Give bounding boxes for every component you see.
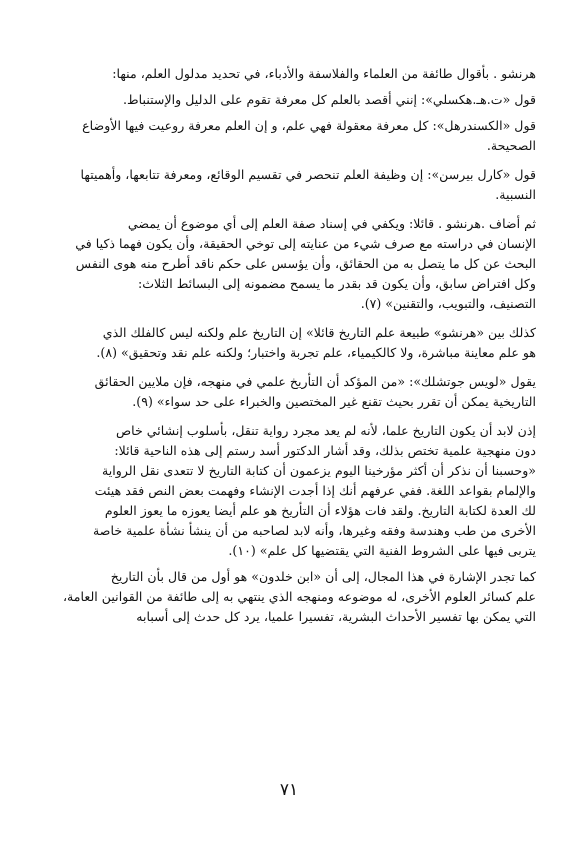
text-line: ثم أضاف .هرنشو . قائلا: ويكفي في إسناد صفة العلم إلى أي موضوع أن يمضي [127, 216, 536, 231]
text-line: هو علم معاينة مباشرة، ولا كالكيمياء، علم تجربة واختبار؛ ولكنه علم نقد وتحقيق» (٨). [96, 345, 536, 360]
paragraph [46, 90, 536, 110]
text-line: قول «ت.هـ.هكسلي»: إنني أقصد بالعلم كل معرفة تقوم على الدليل والإستنباط. [123, 92, 536, 107]
text-line: وكل افتراض سابق، وأن يكون قد بقدر ما يسمح مضمونه إلى البسائط الثلاث: [137, 276, 536, 291]
text-line: البحث عن كل ما يتصل به من الحقائق، وأن يؤسس على حكم ناقد أطرح منه هوى النفس [75, 256, 536, 271]
text-line: كما تجدر الإشارة في هذا المجال، إلى أن «ابن خلدون» هو أول من قال بأن التاريخ [110, 569, 536, 584]
text-line: النسبية. [495, 187, 536, 202]
text-line: كذلك بين «هرنشو» طبيعة علم التاريخ قائلا» إن التاريخ علم ولكنه ليس كالفلك الذي [102, 325, 536, 340]
paragraph [46, 372, 536, 412]
text-line: هرنشو . بأقوال طائفة من العلماء والفلاسفة والأدباء، في تحديد مدلول العلم، منها: [112, 66, 536, 81]
text-line: لك العدة لكتابة التاريخ. ولقد فات هؤلاء أن التأريخ هو علم أيضا يعوزه ما يعوز العلوم [104, 503, 536, 518]
page-body [46, 64, 536, 627]
paragraph [46, 165, 536, 205]
paragraph [46, 567, 536, 627]
text-line: قول «الكسندرهل»: كل معرفة معقولة فهي علم، و إن العلم معرفة روعيت فيها الأوضاع [82, 118, 536, 133]
text-line: إذن لابد أن يكون التاريخ علما، لأنه لم يعد مجرد رواية تنقل، بأسلوب إنشائي خاص [115, 423, 536, 438]
page-number: ٧١ [279, 780, 299, 800]
text-line: علم كسائر العلوم الأخرى، له موضوعه ومنهجه الذي ينتهي به إلى طائفة من القوانين العامة، [62, 589, 536, 604]
text-line: الأخرى من طب وهندسة وفقه وغيرها، وأنه لابد لصاحبه من أن ينشأ نشأة علمية خاصة [93, 523, 536, 538]
text-line: التي يمكن بها تفسير الأحداث البشرية، تفسيرا علميا، يرد كل حدث إلى أسبابه [136, 609, 536, 624]
paragraph [46, 323, 536, 363]
text-line: «وحسبنا أن نذكر أن أكثر مؤرخينا اليوم يزعمون أن كتابة التاريخ لا تتعدى نقل الرواية [102, 463, 536, 478]
text-line: التصنيف، والتبويب، والتقنين» (٧). [360, 296, 536, 311]
text-line: الإنسان في دراسته مع صرف شيء من عنايته إلى توخي الحقيقة، وأن يكون فهما ذكيا في [75, 236, 536, 251]
text-line: يقول «لويس جوتشلك»: «من المؤكد أن التأريخ علمي في منهجه، فإن ملايين الحقائق [94, 374, 536, 389]
paragraph [46, 64, 536, 84]
text-line: قول «كارل بيرسن»: إن وظيفة العلم تنحصر في تقسيم الوقائع، ومعرفة تتابعها، وأهميتها [80, 167, 536, 182]
text-line: والإلمام بقواعد اللغة. ففي عرفهم أنك إذا أجدت الإنشاء وفهمت بعض النص فقد هيئت [94, 483, 536, 498]
paragraph [46, 214, 536, 314]
text-line: دون منهجية علمية تختص بذلك، وقد أشار الدكتور أسد رستم إلى هذه الناحية قائلا: [114, 443, 536, 458]
text-line: التاريخية يمكن أن تقرر بحيث تقنع غير المختصين والخبراء على حد سواء» (٩). [132, 394, 536, 409]
text-line: الصحيحة. [486, 138, 536, 153]
text-line: يتربى فيها على الشروط الفنية التي يقتضيها كل علم» (١٠). [228, 543, 536, 558]
paragraph [46, 421, 536, 561]
paragraph [46, 116, 536, 156]
